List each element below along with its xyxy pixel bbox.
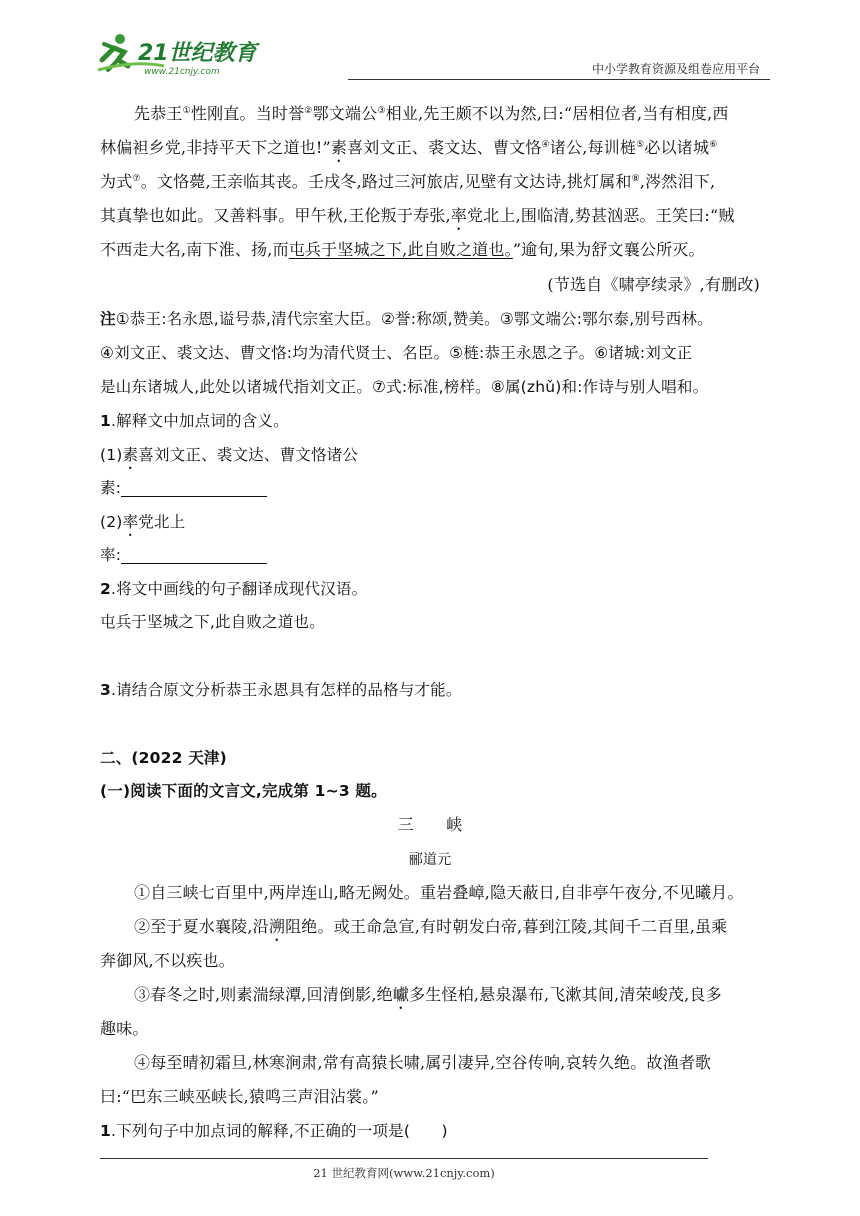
footnote-ref: ⑤ bbox=[636, 140, 645, 150]
svg-text:21世纪教育: 21世纪教育 bbox=[138, 41, 257, 66]
footnote-ref: ⑦ bbox=[132, 174, 141, 184]
passage-line-5 bbox=[100, 240, 760, 260]
text-run: ①恭王:名永恩,谥号恭,清代宗室大臣。②誉:称颂,赞美。③鄂文端公:鄂尔泰,别号西林。 bbox=[115, 310, 713, 328]
paragraph-3-line-1 bbox=[100, 985, 760, 1013]
question-text: .将文中画线的句子翻译成现代汉语。 bbox=[111, 580, 368, 598]
paragraph-2-line-2: 奔御风,不以疾也。 bbox=[100, 951, 235, 970]
question-text: .下列句子中加点词的解释,不正确的一项是( ) bbox=[111, 1122, 448, 1140]
text-run: 喜刘文正、裘文达、曹文恪诸公 bbox=[138, 446, 359, 464]
footnote-ref: ① bbox=[182, 106, 191, 116]
text-run: ③春冬之时,则素湍绿潭,回清倒影,绝 bbox=[134, 985, 393, 1004]
text-run: 多生怪柏,悬泉瀑布,飞漱其间,清荣峻茂,良多 bbox=[409, 985, 722, 1004]
paragraph-4-line-2: 曰:“巴东三峡巫峡长,猿鸣三声泪沾裳。” bbox=[100, 1087, 379, 1106]
question-number: 1 bbox=[100, 1122, 111, 1140]
question-1 bbox=[100, 411, 760, 431]
text-run: ”逾旬,果为舒文襄公所灭。 bbox=[512, 240, 705, 259]
text-run: (1) bbox=[100, 446, 123, 464]
text-run: 先恭王 bbox=[134, 104, 183, 123]
text-run: 其真挚也如此。又善料事。甲午秋,王伦叛于寿张, bbox=[100, 206, 451, 225]
answer-line-2 bbox=[100, 545, 760, 565]
text-run: (2) bbox=[100, 513, 123, 531]
footnote-ref: ④ bbox=[541, 140, 550, 150]
brand-logo bbox=[94, 30, 284, 80]
question-number: 2 bbox=[100, 580, 111, 598]
source-citation: (节选自《啸亭续录》,有删改) bbox=[547, 275, 760, 294]
answer-blank[interactable] bbox=[121, 547, 267, 564]
paragraph-2-line-1 bbox=[100, 917, 760, 945]
question-number: 1 bbox=[100, 412, 111, 430]
question-2-sentence: 屯兵于坚城之下,此自败之道也。 bbox=[100, 613, 325, 631]
answer-label: 率: bbox=[100, 546, 122, 564]
text-run: 。文恪薨,王亲临其丧。壬戌冬,路过三河旅店,见壁有文达诗,挑灯属和 bbox=[140, 172, 632, 191]
text-run: 阻绝。或王命急宣,有时朝发白帝,暮到江陵,其间千二百里,虽乘 bbox=[285, 917, 728, 936]
dotted-word: 溯 bbox=[268, 917, 286, 936]
dotted-word: 巘 bbox=[392, 985, 410, 1004]
text-run: 为式 bbox=[100, 172, 133, 191]
answer-blank[interactable] bbox=[121, 480, 267, 497]
text-run: 林偏袒乡党,非持平天下之道也!” bbox=[100, 138, 331, 157]
passage-line-4 bbox=[100, 206, 760, 234]
text-run: ①自三峡七百里中,两岸连山,略无阙处。重岩叠嶂,隐天蔽日,自非亭午夜分,不见曦月。 bbox=[134, 883, 744, 902]
underlined-sentence: 屯兵于坚城之下,此自败之道也。 bbox=[288, 240, 513, 259]
text-run: 性刚直。当时誉 bbox=[190, 104, 305, 123]
footnote-ref: ⑧ bbox=[631, 174, 640, 184]
dotted-word: 素 bbox=[122, 446, 139, 464]
text-run: 鄂文端公 bbox=[312, 104, 378, 123]
question-2 bbox=[100, 579, 760, 599]
footer-divider bbox=[100, 1158, 708, 1159]
text-run: 党北上 bbox=[138, 513, 186, 531]
dotted-word: 素 bbox=[330, 138, 348, 157]
footnote-ref: ③ bbox=[377, 106, 386, 116]
notes-line-2: ④刘文正、裘文达、曹文恪:均为清代贤士、名臣。⑤梿:恭王永恩之子。⑥诸城:刘文正 bbox=[100, 344, 693, 362]
dotted-word: 率 bbox=[122, 513, 139, 531]
section-intro: (一)阅读下面的文言文,完成第 1~3 题。 bbox=[100, 782, 387, 800]
passage-line-3 bbox=[100, 172, 760, 192]
answer-line-1 bbox=[100, 478, 760, 498]
text-run: ④每至晴初霜旦,林寒涧肃,常有高猿长啸,属引凄异,空谷传响,哀转久绝。故渔者歌 bbox=[134, 1053, 712, 1072]
page-header bbox=[90, 30, 770, 82]
paragraph-4-line-1 bbox=[100, 1053, 760, 1073]
text-run: 相业,先王颇不以为然,曰:“居相位者,当有相度,西 bbox=[385, 104, 729, 123]
passage-title: 三 峡 bbox=[397, 815, 463, 834]
question-text: .解释文中加点词的含义。 bbox=[111, 412, 289, 430]
notes-label: 注 bbox=[100, 310, 116, 328]
question-number: 3 bbox=[100, 681, 111, 699]
passage-author: 郦道元 bbox=[408, 852, 452, 868]
header-divider bbox=[348, 79, 770, 80]
text-run: 喜刘文正、裘文达、曹文恪 bbox=[347, 138, 542, 157]
text-run: ②至于夏水襄陵,沿 bbox=[134, 917, 269, 936]
footer-text: 21 世纪教育网(www.21cnjy.com) bbox=[313, 1166, 495, 1180]
text-run: 党北上,围临清,势甚汹恶。王笑曰:“贼 bbox=[466, 206, 735, 225]
question-3 bbox=[100, 680, 760, 700]
footnote-ref: ② bbox=[304, 106, 313, 116]
paragraph-1 bbox=[100, 883, 760, 903]
notes-line-3: 是山东诸城人,此处以诸城代指刘文正。⑦式:标准,榜样。⑧属(zhǔ)和:作诗与别人唱和。 bbox=[100, 378, 709, 396]
text-run: 不西走大名,南下淮、扬,而 bbox=[100, 240, 289, 259]
dotted-word: 率 bbox=[450, 206, 467, 225]
question-text: .请结合原文分析恭王永恩具有怎样的品格与才能。 bbox=[111, 681, 462, 699]
section-heading: 二、(2022 天津) bbox=[100, 749, 227, 767]
platform-name: 中小学教育资源及组卷应用平台 bbox=[591, 62, 760, 76]
answer-label: 素: bbox=[100, 479, 122, 497]
svg-text:www.21cnjy.com: www.21cnjy.com bbox=[144, 67, 220, 77]
runner-logo-icon bbox=[94, 30, 284, 80]
notes-line-1 bbox=[100, 309, 760, 329]
text-run: 必以诸城 bbox=[644, 138, 710, 157]
passage-line-2 bbox=[100, 138, 760, 166]
text-run: ,涔然泪下, bbox=[639, 172, 716, 191]
question-1-item-1 bbox=[100, 445, 760, 473]
footnote-ref: ⑥ bbox=[709, 140, 718, 150]
paragraph-3-line-2: 趣味。 bbox=[100, 1019, 149, 1038]
section2-question-1 bbox=[100, 1121, 760, 1141]
question-1-item-2 bbox=[100, 512, 760, 540]
text-run: 诸公,每训梿 bbox=[549, 138, 637, 157]
passage-line-1 bbox=[100, 104, 760, 124]
